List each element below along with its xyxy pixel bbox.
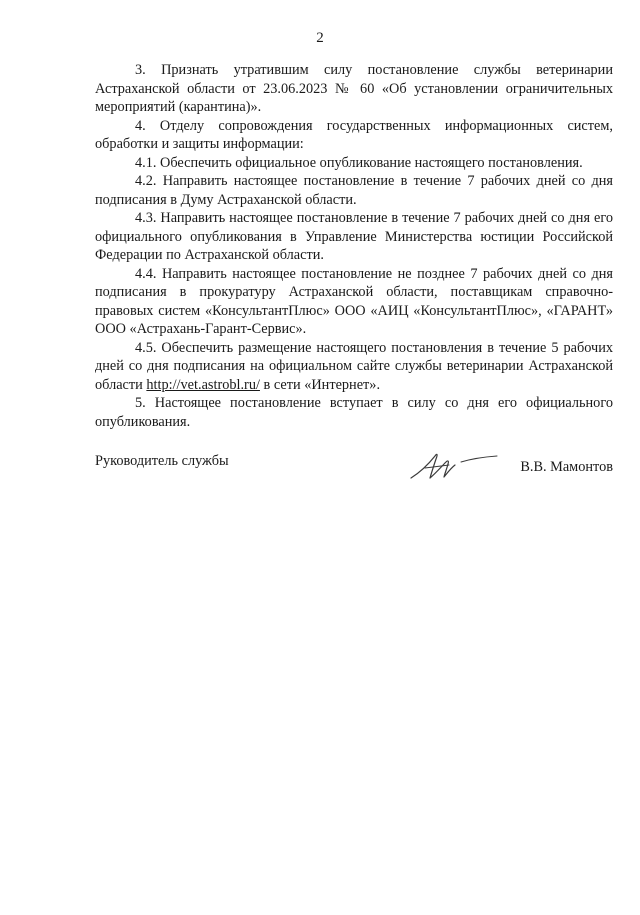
paragraph-4-5-text-after: в сети «Интернет».	[259, 376, 381, 393]
paragraph-4-5-text-before: 4.5. Обеспечить размещение настоящего постановления в течение 5 рабочих дней со дня подписания на официальном сайте службы ветеринарии Астраханской области	[95, 339, 613, 393]
paragraph-4-2: 4.2. Направить настоящее постановление в течение 7 рабочих дней со дня подписания в Думу Астраханской области.	[95, 173, 613, 208]
signatory-name: В.В. Мамонтов	[520, 459, 613, 475]
website-link[interactable]: http://vet.astrobl.ru/	[146, 376, 260, 393]
handwritten-signature-icon	[405, 446, 501, 484]
paragraph-4: 4. Отделу сопровождения государственных информационных систем, обработки и защиты информации:	[95, 117, 613, 152]
signature-block	[95, 452, 613, 492]
signatory-title: Руководитель службы	[95, 453, 229, 469]
paragraph-3: 3. Признать утратившим силу постановление службы ветеринарии Астраханской области от 23.06.2023 № 60 «Об установлении ограничительных мероприятий (карантина)».	[95, 62, 613, 115]
paragraph-4-1: 4.1. Обеспечить официальное опубликование настоящего постановления.	[135, 154, 583, 171]
paragraph-4-5	[95, 339, 613, 395]
paragraph-4-4: 4.4. Направить настоящее постановление не позднее 7 рабочих дней со дня подписания в прокуратуру Астраханской области, поставщикам справочно-правовых систем «КонсультантПлюс» ООО «АИЦ «КонсультантПлюс», «ГАРАНТ» ООО «Астрахань-Гарант-Сервис».	[95, 265, 613, 337]
paragraph-4-3: 4.3. Направить настоящее постановление в течение 7 рабочих дней со дня его официального опубликования в Управление Министерства юстиции Российской Федерации по Астраханской области.	[95, 210, 613, 263]
page-number: 2	[316, 30, 324, 46]
paragraph-5: 5. Настоящее постановление вступает в силу со дня его официального опубликования.	[95, 395, 613, 430]
document-body	[95, 61, 613, 431]
